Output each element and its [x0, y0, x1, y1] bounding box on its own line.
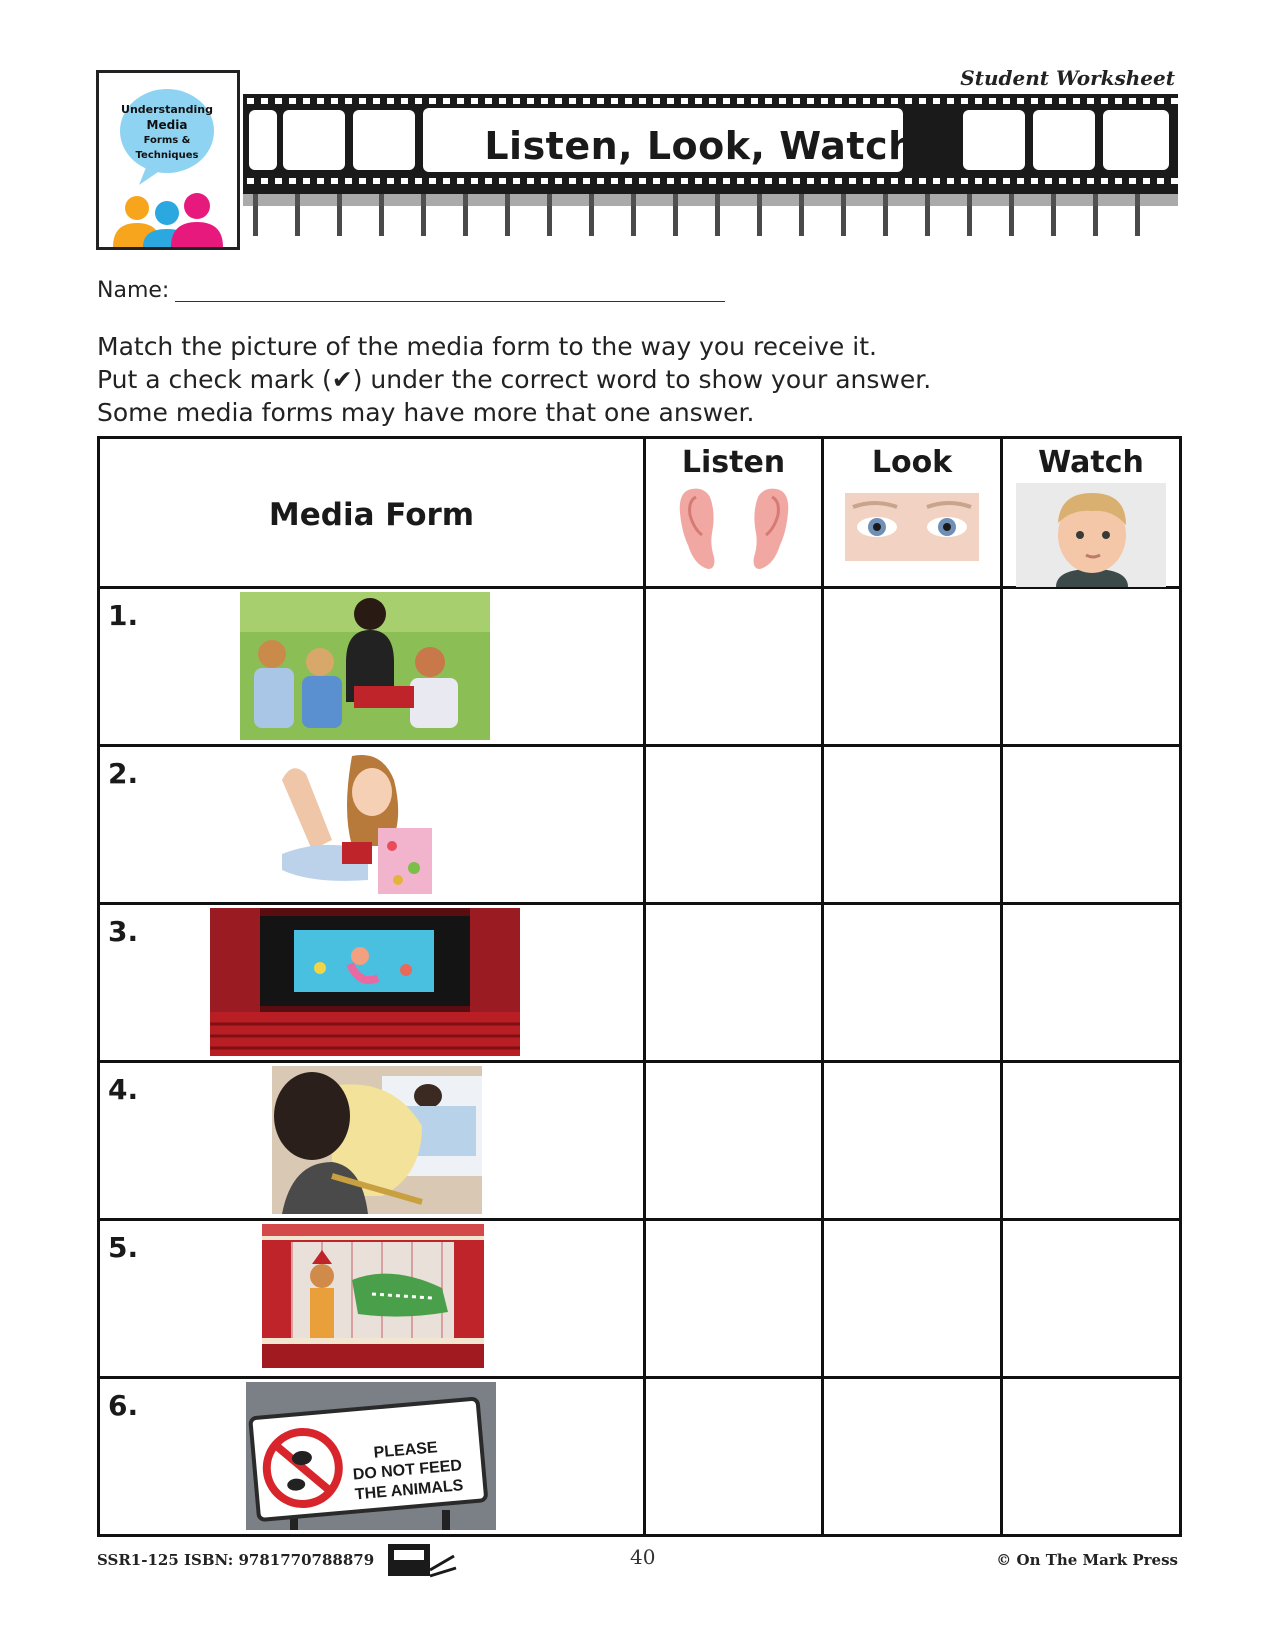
look-header: Look	[871, 445, 953, 480]
table-row	[99, 1220, 1181, 1378]
table-row	[99, 746, 1181, 904]
listen-header: Listen	[681, 445, 786, 480]
table-row	[99, 1378, 1181, 1536]
parent-telling-bedtime-story-picture	[272, 1066, 482, 1214]
media-form-cell	[99, 746, 645, 904]
media-form-cell	[99, 904, 645, 1062]
look-answer-cell[interactable]	[823, 1062, 1002, 1220]
table-row	[99, 588, 1181, 746]
sign-line: PLEASE	[373, 1439, 439, 1462]
row-number: 6.	[108, 1389, 139, 1422]
footer-isbn: SSR1-125 ISBN: 9781770788879	[97, 1551, 375, 1569]
table-row	[99, 904, 1181, 1062]
row-number: 4.	[108, 1073, 139, 1106]
row-number: 1.	[108, 599, 139, 632]
name-label: Name:	[97, 278, 170, 303]
sign-line: THE ANIMALS	[354, 1477, 465, 1504]
logo	[96, 70, 240, 250]
media-form-header-cell	[99, 438, 645, 588]
instructions	[97, 330, 931, 429]
girl-reading-book-picture	[272, 750, 442, 898]
watch-header-cell	[1002, 438, 1181, 588]
sign-line: DO NOT FEED	[352, 1457, 463, 1484]
movie-theater-picture	[210, 908, 520, 1056]
page-number: 40	[630, 1545, 656, 1569]
mother-reading-to-children-picture	[240, 592, 490, 740]
row-number: 3.	[108, 915, 139, 948]
media-form-cell	[99, 1220, 645, 1378]
name-field[interactable]	[175, 301, 725, 302]
listen-header-cell	[645, 438, 823, 588]
listen-answer-cell[interactable]	[645, 588, 823, 746]
instruction-line: Match the picture of the media form to the way you receive it.	[97, 332, 877, 361]
row-number: 2.	[108, 757, 139, 790]
table-header-row	[99, 438, 1181, 588]
look-answer-cell[interactable]	[823, 588, 1002, 746]
instruction-line: Some media forms may have more that one answer.	[97, 398, 755, 427]
printer-icon	[388, 1540, 458, 1578]
watch-answer-cell[interactable]	[1002, 588, 1181, 746]
instruction-line: Put a check mark (✔) under the correct word to show your answer.	[97, 365, 932, 394]
footer-copyright: © On The Mark Press	[996, 1551, 1178, 1569]
row-number: 5.	[108, 1231, 139, 1264]
watch-answer-cell[interactable]	[1002, 1220, 1181, 1378]
watch-answer-cell[interactable]	[1002, 1062, 1181, 1220]
watch-header: Watch	[1038, 445, 1144, 480]
listen-answer-cell[interactable]	[645, 1220, 823, 1378]
media-form-cell	[99, 1378, 645, 1536]
watch-answer-cell[interactable]	[1002, 904, 1181, 1062]
table-row	[99, 1062, 1181, 1220]
page-title: Listen, Look, Watch	[484, 124, 916, 168]
look-answer-cell[interactable]	[823, 746, 1002, 904]
student-worksheet-label: Student Worksheet	[960, 66, 1175, 90]
logo-text-line4: Techniques	[135, 150, 199, 161]
listen-answer-cell[interactable]	[645, 1062, 823, 1220]
watch-answer-cell[interactable]	[1002, 746, 1181, 904]
media-form-cell	[99, 1062, 645, 1220]
ears-picture	[674, 483, 794, 573]
eyes-picture	[845, 493, 979, 561]
watch-answer-cell[interactable]	[1002, 1378, 1181, 1536]
puppet-show-picture	[262, 1224, 484, 1368]
listen-answer-cell[interactable]	[645, 1378, 823, 1536]
look-answer-cell[interactable]	[823, 904, 1002, 1062]
please-do-not-feed-the-animals-sign-picture	[246, 1382, 496, 1530]
look-answer-cell[interactable]	[823, 1220, 1002, 1378]
look-answer-cell[interactable]	[823, 1378, 1002, 1536]
look-header-cell	[823, 438, 1002, 588]
logo-text-line3: Forms &	[143, 135, 191, 146]
logo-text-line1: Understanding	[121, 103, 213, 116]
listen-answer-cell[interactable]	[645, 746, 823, 904]
boy-face-picture	[1016, 483, 1166, 587]
listen-answer-cell[interactable]	[645, 904, 823, 1062]
answer-table	[97, 436, 1182, 1537]
media-form-header: Media Form	[268, 497, 475, 533]
media-form-cell	[99, 588, 645, 746]
logo-text-line2: Media	[146, 118, 188, 132]
